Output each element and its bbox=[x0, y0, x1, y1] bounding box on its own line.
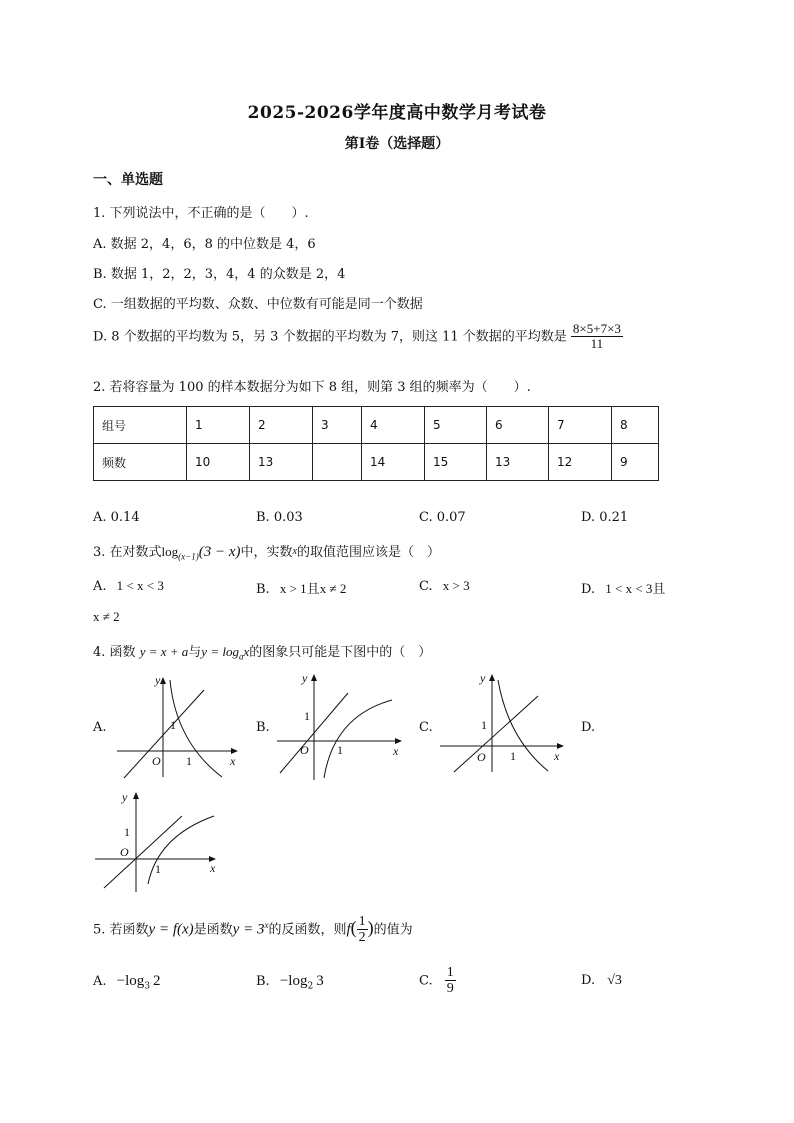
q5-option-a bbox=[93, 973, 161, 992]
y-axis-label: y bbox=[480, 671, 486, 685]
tick-1-y: 1 bbox=[124, 825, 130, 839]
q3-option-a bbox=[93, 578, 164, 594]
q5-half-num: 1 bbox=[358, 914, 366, 929]
q1-option-d-numerator: 8×5+7×3 bbox=[572, 321, 621, 336]
q5-stem bbox=[93, 914, 413, 946]
q5-stem-end: 的值为 bbox=[373, 922, 413, 938]
q5-fx: f bbox=[346, 921, 351, 938]
volume-subtitle: 第I卷（选择题） bbox=[344, 136, 450, 152]
q1-stem: 1. 下列说法中，不正确的是（ ）. bbox=[93, 206, 309, 221]
q4-stem-pre: 4. 函数 bbox=[93, 645, 136, 660]
y-axis-arrow bbox=[489, 674, 495, 681]
tick-1-y: 1 bbox=[170, 718, 176, 732]
q5-option-d-label: D. bbox=[581, 973, 596, 988]
q5-option-c-label: C. bbox=[419, 973, 433, 989]
q5-rparen: ) bbox=[367, 917, 374, 938]
table-cell: 13 bbox=[250, 444, 313, 481]
exam-title: 2025-2026学年度高中数学月考试卷 bbox=[247, 103, 547, 123]
q5-option-c-fraction bbox=[445, 965, 456, 997]
table-cell: 5 bbox=[425, 407, 487, 444]
y-axis-label: y bbox=[155, 673, 161, 687]
q4-stem-post: 的图象只可能是下图中的（ ） bbox=[249, 645, 432, 660]
q5-option-c-den: 9 bbox=[446, 981, 454, 997]
frequency-table bbox=[93, 406, 659, 481]
tick-1-x: 1 bbox=[510, 749, 516, 763]
q5-option-d-sqrt: √3 bbox=[607, 973, 622, 988]
q3-option-d-label: D. bbox=[581, 582, 596, 597]
q5-g: y = 3 bbox=[232, 921, 265, 938]
log-curve bbox=[324, 700, 392, 778]
q1-option-d-denominator: 11 bbox=[590, 336, 604, 352]
tick-1-y: 1 bbox=[304, 709, 310, 723]
q1-option-d bbox=[93, 322, 623, 352]
table-row bbox=[94, 407, 659, 444]
q4-graph-b bbox=[272, 668, 407, 783]
q2-option-b: B. 0.03 bbox=[256, 510, 303, 525]
y-axis-label: y bbox=[302, 671, 308, 685]
table-cell: 组号 bbox=[94, 407, 187, 444]
q5-half bbox=[357, 914, 368, 946]
y-axis-arrow bbox=[133, 792, 139, 799]
q3-stem-post2: 的取值范围应该是（ ） bbox=[296, 545, 440, 560]
q5-g-exp: x bbox=[264, 920, 269, 931]
q5-option-d bbox=[581, 973, 622, 989]
q4-stem-mid: 与 bbox=[188, 645, 202, 660]
q1-option-d-fraction bbox=[571, 322, 623, 352]
table-cell: 7 bbox=[549, 407, 612, 444]
table-cell: 15 bbox=[425, 444, 487, 481]
q3-stem bbox=[93, 541, 440, 562]
q4-option-b-label: B. bbox=[256, 720, 270, 735]
table-cell: 14 bbox=[362, 444, 425, 481]
tick-1-y: 1 bbox=[481, 718, 487, 732]
q3-option-d bbox=[581, 578, 665, 597]
q4-graph-a bbox=[112, 672, 242, 782]
q4-option-d-label: D. bbox=[581, 720, 596, 735]
origin-label: O bbox=[120, 845, 129, 859]
table-cell: 10 bbox=[187, 444, 250, 481]
origin-label: O bbox=[152, 754, 161, 768]
line-graph bbox=[104, 816, 182, 888]
q4-graph-d bbox=[92, 786, 222, 894]
q5-stem-post: 的反函数，则 bbox=[268, 922, 347, 938]
x-axis-label: x bbox=[554, 749, 560, 763]
q3-option-d-continued bbox=[93, 609, 120, 625]
q3-log-base: (x−1) bbox=[178, 551, 199, 562]
q2-option-c: C. 0.07 bbox=[419, 510, 466, 525]
table-cell: 13 bbox=[487, 444, 549, 481]
q3-option-d-math2: x ≠ 2 bbox=[93, 609, 120, 624]
q5-option-b-log: −log bbox=[279, 973, 308, 989]
q2-stem: 2. 若将容量为 100 的样本数据分为如下 8 组，则第 3 组的频率为（ ）. bbox=[93, 380, 531, 395]
q3-stem-post1: 中，实数 bbox=[240, 545, 293, 560]
q3-option-d-math: 1 < x < 3 bbox=[605, 581, 653, 596]
q1-option-b: B. 数据 1，2，2，3，4，4 的众数是 2，4 bbox=[93, 267, 346, 282]
q4-stem bbox=[93, 641, 431, 662]
q3-option-c-label: C. bbox=[419, 579, 433, 594]
table-cell bbox=[313, 444, 362, 481]
table-row bbox=[94, 444, 659, 481]
q4-func2: y = log bbox=[201, 644, 239, 659]
q1-option-a: A. 数据 2，4，6，8 的中位数是 4，6 bbox=[93, 237, 316, 252]
q4-func1: y = x + a bbox=[139, 644, 189, 659]
q5-option-b-label: B. bbox=[256, 974, 270, 989]
q3-stem-pre: 3. 在对数式 bbox=[93, 545, 162, 560]
x-axis-label: x bbox=[393, 744, 399, 758]
y-axis-arrow bbox=[160, 677, 166, 684]
q4-option-c-label: C. bbox=[419, 720, 433, 735]
q3-option-b-and: 且 bbox=[306, 582, 320, 597]
q3-var: x bbox=[292, 546, 297, 557]
tick-1-x: 1 bbox=[186, 754, 192, 768]
table-cell: 9 bbox=[612, 444, 659, 481]
q5-option-a-arg: 2 bbox=[153, 973, 161, 989]
q3-option-a-math: 1 < x < 3 bbox=[116, 578, 164, 593]
q5-option-b bbox=[256, 973, 324, 992]
y-axis-label: y bbox=[122, 790, 128, 804]
q5-half-den: 2 bbox=[358, 930, 366, 946]
q4-option-a-label: A. bbox=[93, 720, 107, 735]
q5-lparen: ( bbox=[350, 917, 357, 938]
q5-option-c bbox=[419, 965, 456, 997]
table-cell: 频数 bbox=[94, 444, 187, 481]
table-cell: 3 bbox=[313, 407, 362, 444]
q2-option-d: D. 0.21 bbox=[581, 510, 629, 525]
table-cell: 8 bbox=[612, 407, 659, 444]
q5-option-b-base: 2 bbox=[307, 981, 314, 992]
q3-option-b-math2: x ≠ 2 bbox=[319, 581, 347, 596]
q5-option-a-label: A. bbox=[93, 974, 107, 989]
q4-func2-var: x bbox=[243, 644, 250, 659]
tick-1-x: 1 bbox=[337, 743, 343, 757]
q5-option-a-log: −log bbox=[116, 973, 145, 989]
y-axis-arrow bbox=[311, 674, 317, 681]
q3-option-b-math1: x > 1 bbox=[279, 581, 307, 596]
q1-option-d-text: D. 8 个数据的平均数为 5，另 3 个数据的平均数为 7，则这 11 个数据的平均数是 bbox=[93, 329, 567, 345]
q5-stem-pre: 5. 若函数 bbox=[93, 922, 149, 938]
q5-option-b-arg: 3 bbox=[316, 973, 324, 989]
q3-option-b-label: B. bbox=[256, 582, 270, 597]
q3-option-a-label: A. bbox=[93, 579, 107, 594]
q3-log: log bbox=[161, 544, 179, 559]
x-axis-label: x bbox=[230, 754, 236, 768]
q5-stem-mid: 是函数 bbox=[193, 922, 233, 938]
q3-option-d-and: 且 bbox=[652, 582, 666, 597]
origin-label: O bbox=[300, 743, 309, 757]
q5-option-a-base: 3 bbox=[144, 981, 151, 992]
origin-label: O bbox=[477, 750, 486, 764]
table-cell: 6 bbox=[487, 407, 549, 444]
q1-option-c: C. 一组数据的平均数、众数、中位数有可能是同一个数据 bbox=[93, 297, 423, 312]
q2-option-a: A. 0.14 bbox=[93, 510, 140, 525]
q4-graph-c bbox=[436, 668, 568, 780]
q3-option-c-math: x > 3 bbox=[442, 578, 470, 593]
tick-1-x: 1 bbox=[155, 862, 161, 876]
table-cell: 4 bbox=[362, 407, 425, 444]
line-graph bbox=[124, 690, 204, 778]
q5-f: y = f(x) bbox=[148, 921, 194, 938]
q3-option-c bbox=[419, 578, 470, 594]
q5-option-c-num: 1 bbox=[446, 965, 454, 980]
table-cell: 1 bbox=[187, 407, 250, 444]
table-cell: 2 bbox=[250, 407, 313, 444]
section-heading: 一、单选题 bbox=[93, 172, 163, 188]
line-graph bbox=[454, 696, 538, 772]
table-cell: 12 bbox=[549, 444, 612, 481]
q3-log-arg: (3 − x) bbox=[198, 544, 241, 560]
q3-option-b bbox=[256, 578, 346, 597]
q4-func2-base: a bbox=[238, 651, 244, 662]
log-curve bbox=[170, 680, 222, 777]
x-axis-label: x bbox=[210, 861, 216, 875]
